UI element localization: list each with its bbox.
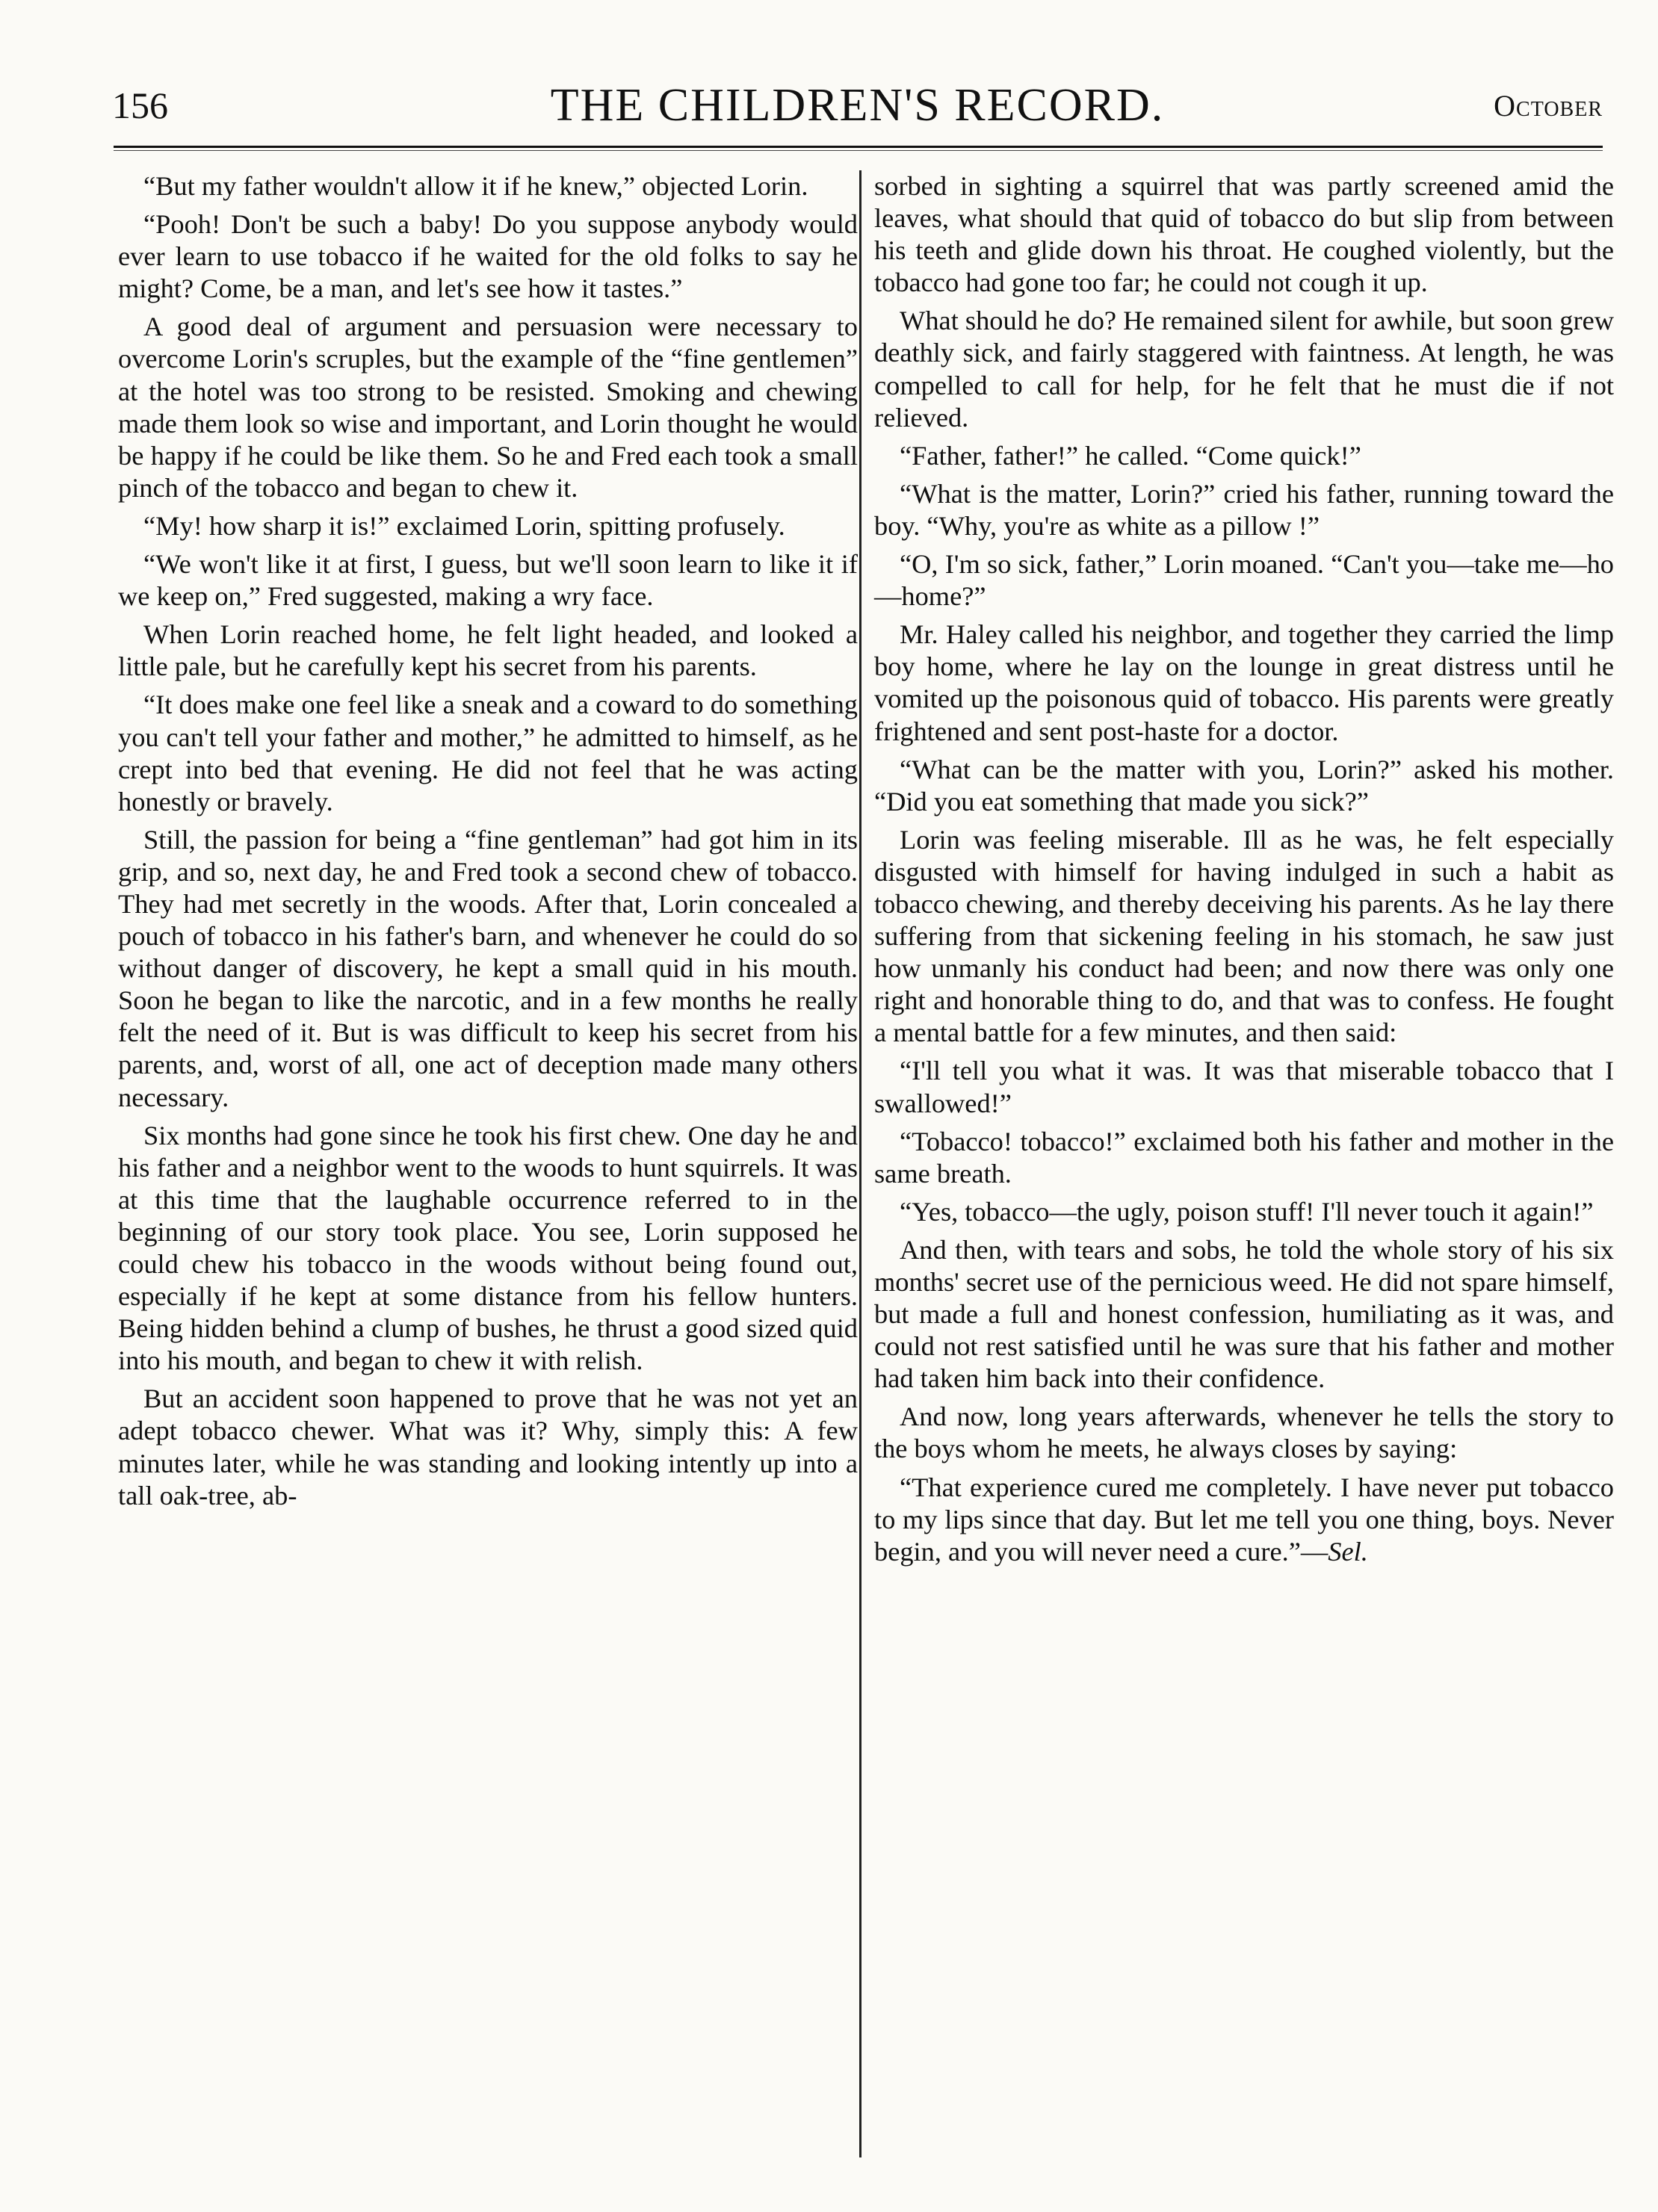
paragraph: A good deal of argument and persuasion were necessary to overcome Lorin's scruples, but the example of the “fine gentlemen” at the hotel was too strong to be resisted. Smoking and chewing made them look so wise and important, and Lorin thought he would be happy if he could be like them. So he and Fred each took a small pinch of the tobacco and began to chew it. xyxy=(118,312,858,503)
paragraph: “My! how sharp it is!” exclaimed Lorin, spitting profusely. xyxy=(143,510,785,541)
header-rule xyxy=(114,146,1603,148)
paragraph: “Tobacco! tobacco!” exclaimed both his father and mother in the same breath. xyxy=(874,1126,1614,1189)
paragraph: “I'll tell you what it was. It was that miserable tobacco that I swallowed!” xyxy=(874,1056,1614,1118)
paragraph: But an accident soon happened to prove that he was not yet an adept tobacco chewer. What was it? Why, simply this: A few minutes later, while he was standing and looking intently up into a tall oak-tree, ab- xyxy=(118,1384,858,1511)
paragraph: And then, with tears and sobs, he told the whole story of his six months' secret use of the pernicious weed. He did not spare himself, but made a full and honest confession, humiliating as it was, and could not rest satisfied until he was sure that his father and mother had taken him back into their confidence. xyxy=(874,1234,1614,1394)
paragraph: sorbed in sighting a squirrel that was partly screened amid the leaves, what should that quid of tobacco do but slip from between his teeth and glide down his throat. He coughed violently, but the tobacco had gone too far; he could not cough it up. xyxy=(874,171,1614,298)
paragraph: “What is the matter, Lorin?” cried his father, running toward the boy. “Why, you're as white as a pillow !” xyxy=(874,478,1614,541)
paragraph: “O, I'm so sick, father,” Lorin moaned. “Can't you—take me—ho—home?” xyxy=(874,549,1614,612)
paragraph: “Yes, tobacco—the ugly, poison stuff! I'll never touch it again!” xyxy=(900,1196,1594,1227)
paragraph: “We won't like it at first, I guess, but we'll soon learn to like it if we keep on,” Fred suggested, making a wry face. xyxy=(118,549,858,612)
page-number: 156 xyxy=(112,84,168,126)
paragraph: “It does make one feel like a sneak and a coward to do something you can't tell your father and mother,” he admitted to himself, as he crept into bed that evening. He did not feel that he was acting honestly or bravely. xyxy=(118,690,858,817)
closing-text: “That experience cured me completely. I have never put tobacco to my lips since that day. But let me tell you one thing, boys. Never begin, and you will never need a cure.”— xyxy=(874,1472,1614,1567)
magazine-title: THE CHILDREN'S RECORD. xyxy=(550,80,1165,131)
paragraph: “Father, father!” he called. “Come quick!” xyxy=(900,440,1361,471)
paragraph: Lorin was feeling miserable. Ill as he was, he felt especially disgusted with himself for having indulged in such a habit as tobacco chewing, and thereby deceiving his parents. As he lay there suffering from that sickening feeling in his stomach, he saw just how unmanly his conduct had been; and now there was only one right and honorable thing to do, and that was to confess. He fought a mental battle for a few minutes, and then said: xyxy=(874,824,1614,1048)
paragraph: “But my father wouldn't allow it if he knew,” objected Lorin. xyxy=(143,171,808,201)
paragraph: Still, the passion for being a “fine gentleman” had got him in its grip, and so, next day, he and Fred took a second chew of tobacco. They had met secretly in the woods. After that, Lorin concealed a pouch of tobacco in his father's barn, and whenever he could do so without danger of discovery, he kept a small quid in his mouth. Soon he began to like the narcotic, and in a few months he really felt the need of it. But is was difficult to keep his secret from his parents, and, worst of all, one act of deception made many others necessary. xyxy=(118,824,858,1112)
paragraph: Six months had gone since he took his first chew. One day he and his father and a neighbor went to the woods to hunt squirrels. It was at this time that the laughable occurrence referred to in the beginning of our story took place. You see, Lorin supposed he could chew his tobacco in the woods without being found out, especially if he kept at some distance from his fellow hunters. Being hidden behind a clump of bushes, he thrust a good sized quid into his mouth, and began to chew it with relish. xyxy=(118,1120,858,1376)
right-column xyxy=(874,170,1614,1574)
paragraph: And now, long years afterwards, whenever he tells the story to the boys whom he meets, he always closes by saying: xyxy=(874,1401,1614,1464)
left-column xyxy=(118,170,858,1518)
source-signature: Sel. xyxy=(1328,1536,1368,1567)
issue-month: October xyxy=(1494,89,1603,123)
page-header xyxy=(112,80,1603,143)
column-divider xyxy=(859,170,862,2157)
paragraph: Mr. Haley called his neighbor, and together they carried the limp boy home, where he lay on the lounge in great distress until he vomited up the poisonous quid of tobacco. His parents were greatly frightened and sent post-haste for a doctor. xyxy=(874,619,1614,746)
paragraph: What should he do? He remained silent for awhile, but soon grew deathly sick, and fairly staggered with faintness. At length, he was compelled to call for help, for he felt that he must die if not relieved. xyxy=(874,306,1615,433)
header-rule-thin xyxy=(114,150,1603,151)
paragraph: “What can be the matter with you, Lorin?” asked his mother. “Did you eat something that made you sick?” xyxy=(874,754,1614,817)
closing-paragraph xyxy=(874,1472,1614,1568)
paragraph: When Lorin reached home, he felt light headed, and looked a little pale, but he carefully kept his secret from his parents. xyxy=(118,619,858,682)
paragraph: “Pooh! Don't be such a baby! Do you suppose anybody would ever learn to use tobacco if he waited for the old folks to say he might? Come, be a man, and let's see how it tastes.” xyxy=(118,209,858,304)
